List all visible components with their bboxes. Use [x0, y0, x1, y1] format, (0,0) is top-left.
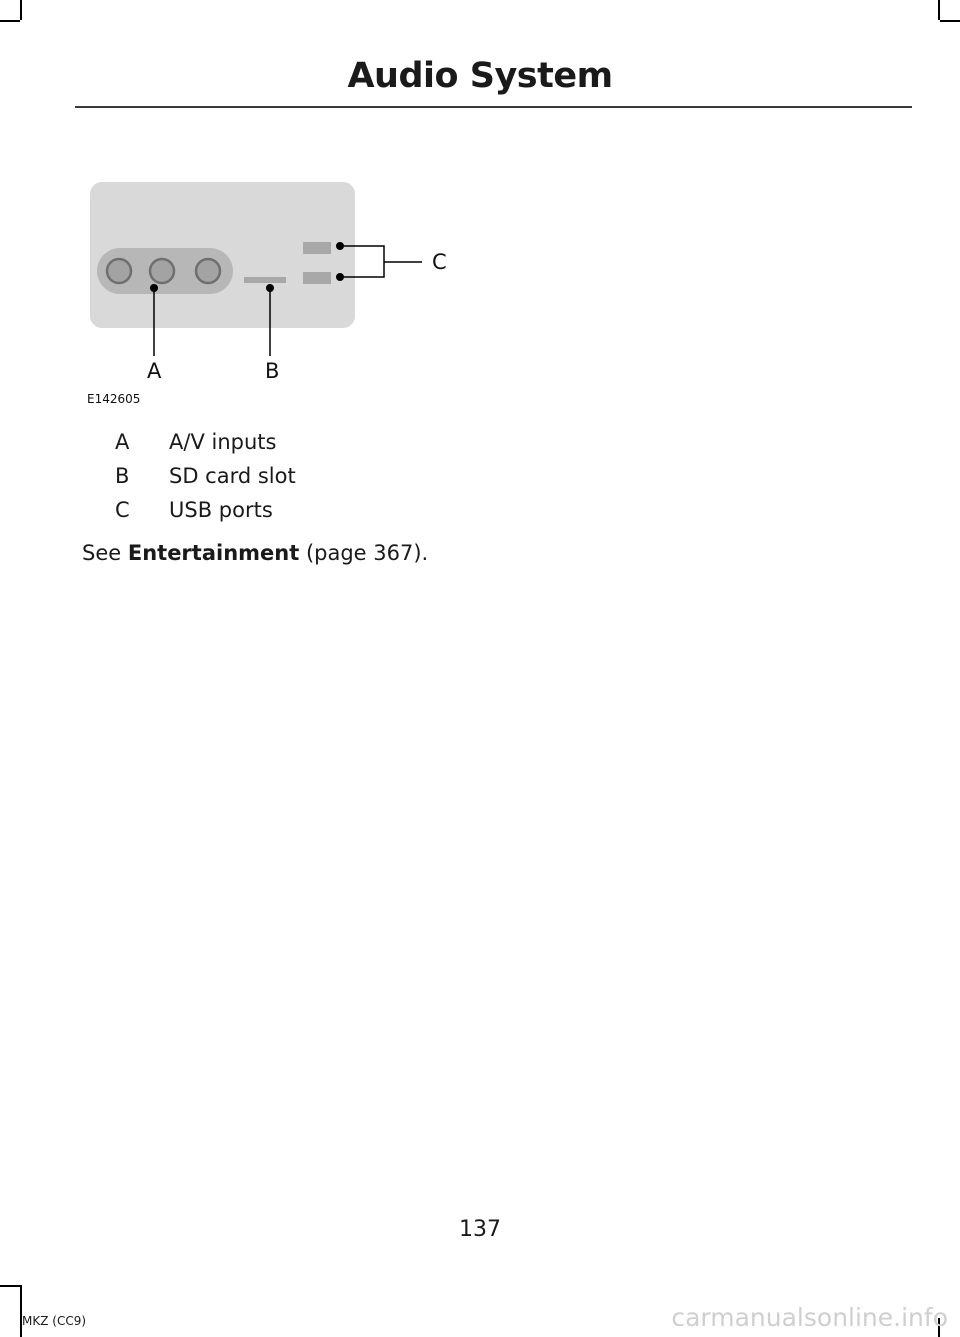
av-jack-2 — [150, 259, 174, 283]
crop-mark-top-right-h — [940, 20, 960, 22]
page-number: 137 — [459, 1217, 501, 1242]
reference-prefix: See — [82, 541, 122, 565]
legend-label: A/V inputs — [169, 430, 277, 454]
cross-reference — [82, 541, 428, 565]
crop-mark-bottom-left-v — [20, 1285, 22, 1337]
legend-label: SD card slot — [169, 464, 296, 488]
watermark: carmanualsonline.info — [671, 1303, 948, 1332]
ports-illustration — [60, 150, 480, 420]
reference-link[interactable]: Entertainment — [127, 541, 300, 565]
av-jack-3 — [196, 259, 220, 283]
header-divider — [75, 106, 912, 108]
crop-mark-top-left-h — [0, 20, 20, 22]
sd-card-slot — [244, 277, 286, 283]
page-title: Audio System — [347, 56, 613, 96]
legend-key: C — [115, 498, 130, 522]
callout-b: B — [265, 359, 280, 383]
legend-key: B — [115, 464, 130, 488]
reference-suffix: (page 367). — [305, 541, 429, 565]
crop-mark-bottom-left-h — [0, 1285, 20, 1287]
legend-label: USB ports — [169, 498, 273, 522]
crop-mark-top-right-v — [938, 0, 940, 20]
figure-code: E142605 — [87, 392, 141, 406]
av-jack-1 — [107, 259, 131, 283]
callout-c: C — [432, 250, 447, 274]
usb-port-2 — [303, 272, 331, 284]
legend-key: A — [115, 430, 130, 454]
callout-a: A — [147, 359, 162, 383]
usb-port-1 — [303, 242, 331, 254]
crop-mark-top-left-v — [20, 0, 22, 20]
model-code: MKZ (CC9) — [22, 1314, 87, 1328]
